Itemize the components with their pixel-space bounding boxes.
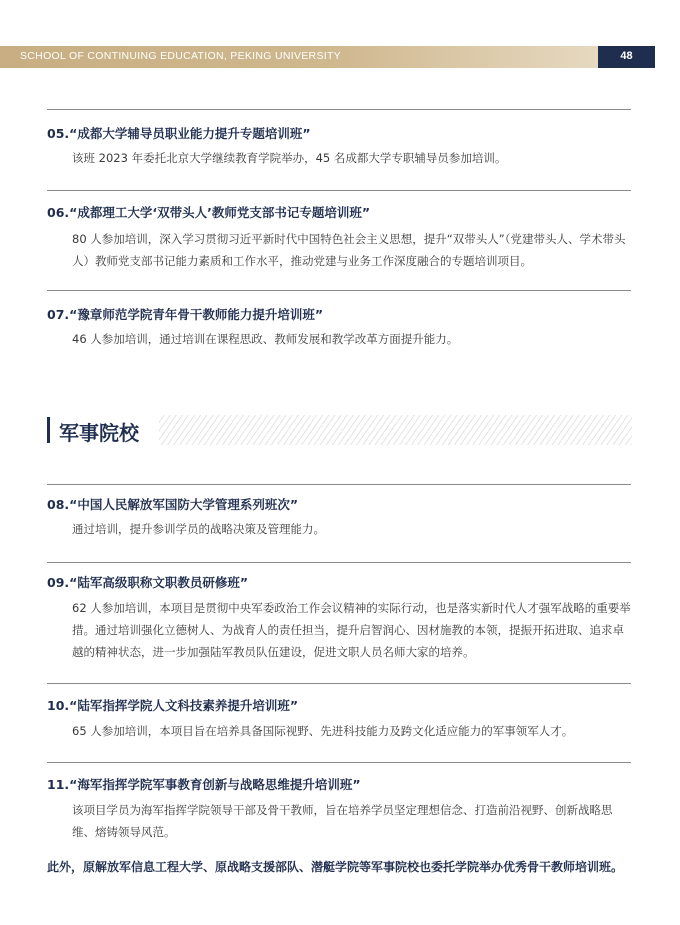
section-hatch-pattern: [159, 415, 632, 445]
item-title: 06.“成都理工大学‘双带头人’教师党支部书记专题培训班”: [47, 205, 371, 220]
section-title: 军事院校: [59, 421, 139, 445]
item-title: 07.“豫章师范学院青年骨干教师能力提升培训班”: [47, 307, 324, 322]
header-band: [0, 46, 598, 68]
item-body: 65 人参加培训，本项目旨在培养具备国际视野、先进科技能力及跨文化适应能力的军事领军人才。: [72, 724, 574, 738]
item-title: 05.“成都大学辅导员职业能力提升专题培训班”: [47, 126, 311, 141]
item-divider: [47, 290, 631, 291]
item-body: 62 人参加培训，本项目是贯彻中央军委政治工作会议精神的实际行动，也是落实新时代人才强军战略的重要举措。通过培训强化立德树人、为战育人的责任担当，提升启智润心、因材施教的本领，提振开拓进取、追求卓越的精神状态，进一步加强陆军教员队伍建设，促进文职人员名师大家的培养。: [72, 601, 631, 659]
item-divider: [47, 562, 631, 563]
page-number: 48: [620, 50, 633, 62]
item-body: 该项目学员为海军指挥学院领导干部及骨干教师，旨在培养学员坚定理想信念、打造前沿视野、创新战略思维、熔铸领导风范。: [72, 803, 613, 839]
section-heading: [47, 415, 632, 445]
item-body: 80 人参加培训，深入学习贯彻习近平新时代中国特色社会主义思想，提升“双带头人”（党建带头人、学术带头人）教师党支部书记能力素质和工作水平，推动党建与业务工作深度融合的专题培训项目。: [72, 232, 626, 268]
item-body: 该班 2023 年委托北京大学继续教育学院举办，45 名成都大学专职辅导员参加培训。: [72, 151, 507, 165]
item-body: 通过培训，提升参训学员的战略决策及管理能力。: [72, 522, 325, 536]
closing-note: 此外，原解放军信息工程大学、原战略支援部队、潜艇学院等军事院校也委托学院举办优秀骨干教师培训班。: [47, 860, 624, 874]
item-divider: [47, 683, 631, 684]
item-divider: [47, 762, 631, 763]
item-divider: [47, 109, 631, 110]
item-divider: [47, 190, 631, 191]
page-header: [0, 46, 680, 68]
item-title: 10.“陆军指挥学院人文科技素养提升培训班”: [47, 698, 299, 713]
item-title: 09.“陆军高级职称文职教员研修班”: [47, 575, 249, 590]
school-name: SCHOOL OF CONTINUING EDUCATION, PEKING UNIVERSITY: [20, 50, 341, 62]
item-body: 46 人参加培训，通过培训在课程思政、教师发展和教学改革方面提升能力。: [72, 332, 459, 346]
section-accent-bar: [47, 417, 50, 443]
item-divider: [47, 484, 631, 485]
item-title: 08.“中国人民解放军国防大学管理系列班次”: [47, 497, 299, 512]
item-title: 11.“海军指挥学院军事教育创新与战略思维提升培训班”: [47, 777, 361, 792]
page-number-box: [598, 46, 655, 68]
